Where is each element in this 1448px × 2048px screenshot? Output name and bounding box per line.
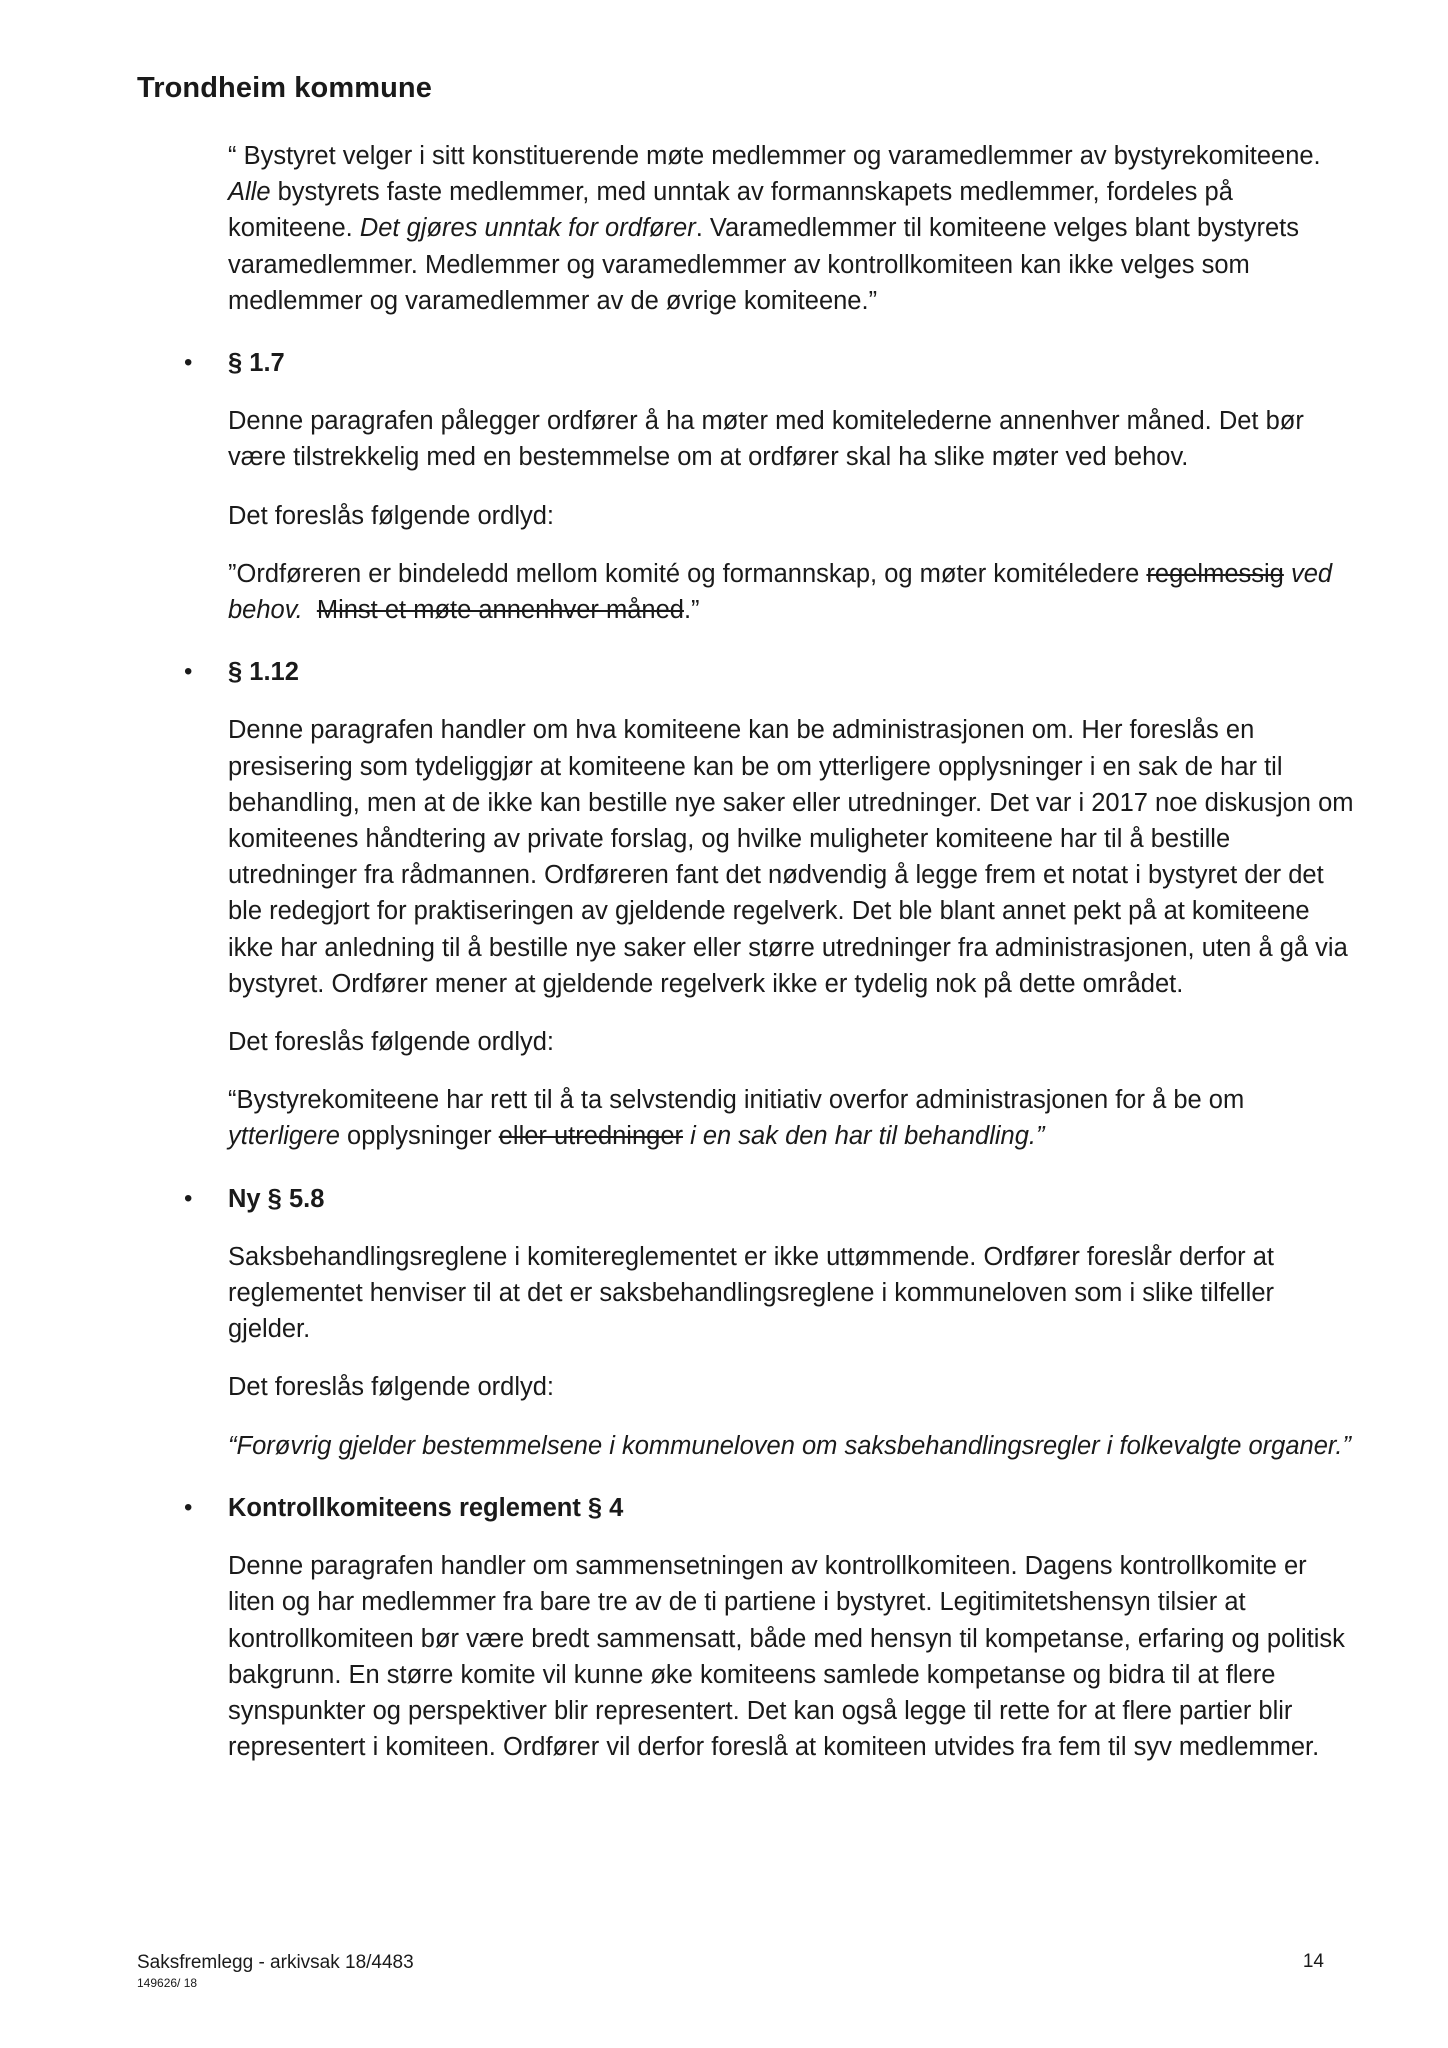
section-5-8-proposed-text: “Forøvrig gjelder bestemmelsene i kommuneloven om saksbehandlingsregler i folkevalgte organer.”: [228, 1431, 1351, 1460]
proposal-lead: Det foreslås følgende ordlyd:: [228, 1373, 554, 1402]
bullet-icon: •: [184, 1493, 193, 1521]
document-body: [184, 138, 1358, 1765]
case-reference: Saksfremlegg - arkivsak 18/4483: [137, 1952, 414, 1973]
section-5-8-body: Saksbehandlingsreglene i komitereglementet er ikke uttømmende. Ordfører foreslår derfor at reglementet henviser til at det er saksbehandlingsreglene i kommuneloven som i slike tilfeller gjelder.: [228, 1242, 1275, 1344]
section-heading-5-8: • Ny § 5.8: [228, 1181, 1358, 1217]
section-1-12-proposed-text: “Bystyrekomiteene har rett til å ta selvstendig initiativ overfor administrasjonen for å be om ytterligere opplysninger eller utredninger i en sak den har til behandling.”: [228, 1086, 1245, 1151]
deleted-text: eller utredninger: [498, 1122, 684, 1151]
section-heading-kontrollkomite: • Kontrollkomiteens reglement § 4: [228, 1490, 1358, 1526]
section-1-7-proposed-text: ”Ordføreren er bindeledd mellom komité og formannskap, og møter komitéledere regelmessig ved behov. Minst et møte annenhver måned.”: [228, 559, 1333, 625]
intro-quote: “ Bystyret velger i sitt konstituerende møte medlemmer og varamedlemmer av bystyrekomiteene. Alle bystyrets faste medlemmer, med unntak av formannskapets medlemmer, fordeles på komiteene. Det gjøres unntak for ordfører. Varamedlemmer til komiteene velges blant bystyrets varamedlemmer. Medlemmer og varamedlemmer av kontrollkomiteen kan ikke velges som medlemmer og varamedlemmer av de øvrige komiteene.”: [228, 142, 1321, 315]
document-number: 149626/ 18: [137, 1976, 198, 1990]
section-heading-1-7: • § 1.7: [228, 345, 1358, 381]
bullet-icon: •: [184, 1184, 193, 1212]
page-footer: [137, 1951, 414, 1991]
bullet-icon: •: [184, 658, 193, 686]
page-number: 14: [1302, 1951, 1324, 1972]
bullet-icon: •: [184, 349, 193, 377]
section-heading-1-12: • § 1.12: [228, 654, 1358, 690]
organization-title: Trondheim kommune: [137, 72, 432, 104]
kontrollkomite-body: Denne paragrafen handler om sammensetningen av kontrollkomiteen. Dagens kontrollkomite er liten og har medlemmer fra bare tre av de ti partiene i bystyret. Legitimitetshensyn tilsier at kontrollkomiteen bør være bredt sammensatt, både med hensyn til kompetanse, erfaring og politisk bakgrunn. En større komite vil kunne øke komiteens samlede kompetanse og bidra til at flere synspunkter og perspektiver blir representert. Det kan også legge til rette for at flere partier blir representert i komiteen. Ordfører vil derfor foreslå at komiteen utvides fra fem til syv medlemmer.: [228, 1552, 1345, 1762]
proposal-lead: Det foreslås følgende ordlyd:: [228, 501, 554, 530]
section-1-12-body: Denne paragrafen handler om hva komiteene kan be administrasjonen om. Her foreslås en presisering som tydeliggjør at komiteene kan be om ytterligere opplysninger i en sak de har til behandling, men at de ikke kan bestille nye saker eller utredninger. Det var i 2017 noe diskusjon om komiteenes håndtering av private forslag, og hvilke muligheter komiteene har til å bestille utredninger fra rådmannen. Ordføreren fant det nødvendig å legge frem et notat i bystyret der det ble redegjort for praktiseringen av gjeldende regelverk. Det ble blant annet pekt på at komiteene ikke har anledning til å bestille nye saker eller større utredninger fra administrasjonen, uten å gå via bystyret. Ordfører mener at gjeldende regelverk ikke er tydelig nok på dette området.: [228, 716, 1354, 998]
proposal-lead: Det foreslås følgende ordlyd:: [228, 1028, 554, 1057]
deleted-text: Minst et møte annenhver måned: [316, 596, 684, 625]
deleted-text: regelmessig: [1146, 559, 1284, 588]
section-1-7-body: Denne paragrafen pålegger ordfører å ha møter med komitelederne annenhver måned. Det bør være tilstrekkelig med en bestemmelse om at ordfører skal ha slike møter ved behov.: [228, 407, 1304, 472]
